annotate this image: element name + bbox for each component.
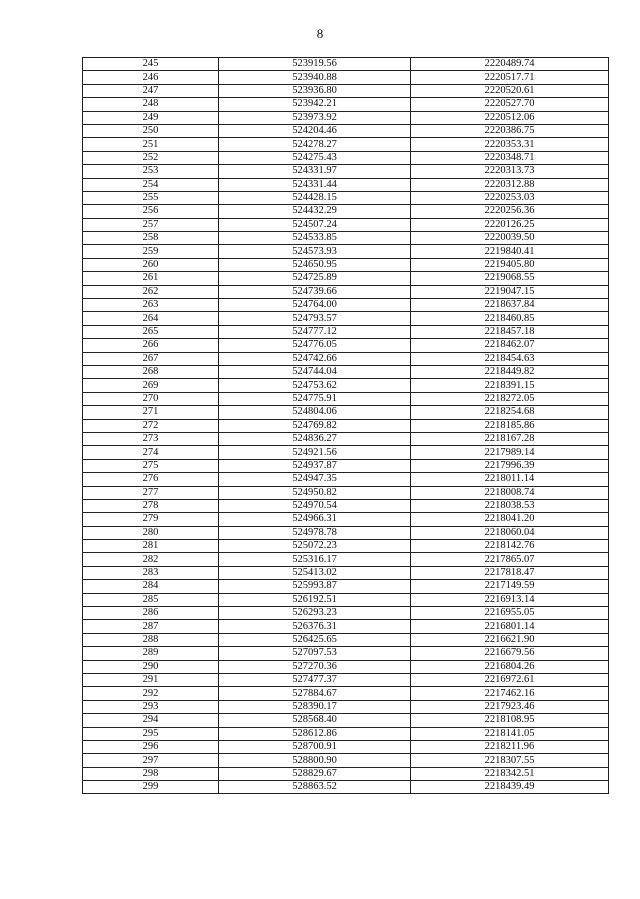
- y-coordinate-cell: 2220348.71: [411, 151, 609, 164]
- x-coordinate-cell: 526192.51: [219, 593, 411, 606]
- y-coordinate-cell: 2218211.96: [411, 740, 609, 753]
- y-coordinate-cell: 2220312.88: [411, 178, 609, 191]
- point-number-cell: 282: [83, 553, 219, 566]
- y-coordinate-cell: 2218449.82: [411, 365, 609, 378]
- table-row: [83, 138, 609, 151]
- point-number-cell: 263: [83, 299, 219, 312]
- x-coordinate-cell: 525072.23: [219, 540, 411, 553]
- point-number-cell: 297: [83, 754, 219, 767]
- x-coordinate-cell: 523973.92: [219, 111, 411, 124]
- x-coordinate-cell: 526425.65: [219, 633, 411, 646]
- coordinates-table: [82, 57, 609, 794]
- x-coordinate-cell: 524775.91: [219, 392, 411, 405]
- y-coordinate-cell: 2218342.51: [411, 767, 609, 780]
- table-row: [83, 365, 609, 378]
- y-coordinate-cell: 2216972.61: [411, 673, 609, 686]
- table-row: [83, 767, 609, 780]
- point-number-cell: 283: [83, 566, 219, 579]
- point-number-cell: 292: [83, 687, 219, 700]
- x-coordinate-cell: 527884.67: [219, 687, 411, 700]
- point-number-cell: 274: [83, 446, 219, 459]
- table-row: [83, 71, 609, 84]
- coordinates-table-body: [83, 58, 609, 794]
- x-coordinate-cell: 528800.90: [219, 754, 411, 767]
- x-coordinate-cell: 524204.46: [219, 124, 411, 137]
- y-coordinate-cell: 2217865.07: [411, 553, 609, 566]
- x-coordinate-cell: 527270.36: [219, 660, 411, 673]
- table-row: [83, 526, 609, 539]
- y-coordinate-cell: 2219405.80: [411, 258, 609, 271]
- x-coordinate-cell: 524278.27: [219, 138, 411, 151]
- x-coordinate-cell: 523919.56: [219, 58, 411, 71]
- point-number-cell: 261: [83, 272, 219, 285]
- table-row: [83, 205, 609, 218]
- x-coordinate-cell: 524978.78: [219, 526, 411, 539]
- table-row: [83, 660, 609, 673]
- table-row: [83, 299, 609, 312]
- y-coordinate-cell: 2218254.68: [411, 406, 609, 419]
- y-coordinate-cell: 2220527.70: [411, 98, 609, 111]
- point-number-cell: 287: [83, 620, 219, 633]
- table-row: [83, 553, 609, 566]
- table-row: [83, 700, 609, 713]
- point-number-cell: 246: [83, 71, 219, 84]
- table-row: [83, 178, 609, 191]
- y-coordinate-cell: 2218454.63: [411, 352, 609, 365]
- point-number-cell: 281: [83, 540, 219, 553]
- table-row: [83, 272, 609, 285]
- y-coordinate-cell: 2218167.28: [411, 432, 609, 445]
- y-coordinate-cell: 2218011.14: [411, 473, 609, 486]
- x-coordinate-cell: 524742.66: [219, 352, 411, 365]
- y-coordinate-cell: 2219068.55: [411, 272, 609, 285]
- y-coordinate-cell: 2218041.20: [411, 513, 609, 526]
- y-coordinate-cell: 2217989.14: [411, 446, 609, 459]
- x-coordinate-cell: 524533.85: [219, 232, 411, 245]
- y-coordinate-cell: 2216913.14: [411, 593, 609, 606]
- x-coordinate-cell: 528390.17: [219, 700, 411, 713]
- x-coordinate-cell: 524793.57: [219, 312, 411, 325]
- x-coordinate-cell: 523942.21: [219, 98, 411, 111]
- x-coordinate-cell: 524507.24: [219, 218, 411, 231]
- table-row: [83, 740, 609, 753]
- x-coordinate-cell: 524836.27: [219, 432, 411, 445]
- point-number-cell: 270: [83, 392, 219, 405]
- table-row: [83, 406, 609, 419]
- table-row: [83, 419, 609, 432]
- y-coordinate-cell: 2220489.74: [411, 58, 609, 71]
- page-number: 8: [316, 26, 324, 41]
- point-number-cell: 299: [83, 781, 219, 794]
- x-coordinate-cell: 524744.04: [219, 365, 411, 378]
- table-row: [83, 111, 609, 124]
- table-row: [83, 392, 609, 405]
- y-coordinate-cell: 2218185.86: [411, 419, 609, 432]
- point-number-cell: 295: [83, 727, 219, 740]
- y-coordinate-cell: 2220520.61: [411, 84, 609, 97]
- point-number-cell: 256: [83, 205, 219, 218]
- point-number-cell: 284: [83, 580, 219, 593]
- point-number-cell: 280: [83, 526, 219, 539]
- x-coordinate-cell: 528863.52: [219, 781, 411, 794]
- y-coordinate-cell: 2218637.84: [411, 299, 609, 312]
- point-number-cell: 269: [83, 379, 219, 392]
- table-row: [83, 499, 609, 512]
- x-coordinate-cell: 523940.88: [219, 71, 411, 84]
- point-number-cell: 253: [83, 165, 219, 178]
- y-coordinate-cell: 2218108.95: [411, 714, 609, 727]
- point-number-cell: 258: [83, 232, 219, 245]
- y-coordinate-cell: 2220353.31: [411, 138, 609, 151]
- point-number-cell: 262: [83, 285, 219, 298]
- table-row: [83, 325, 609, 338]
- point-number-cell: 278: [83, 499, 219, 512]
- table-row: [83, 258, 609, 271]
- x-coordinate-cell: 524776.05: [219, 339, 411, 352]
- point-number-cell: 286: [83, 607, 219, 620]
- x-coordinate-cell: 527097.53: [219, 647, 411, 660]
- point-number-cell: 249: [83, 111, 219, 124]
- x-coordinate-cell: 526376.31: [219, 620, 411, 633]
- table-row: [83, 446, 609, 459]
- y-coordinate-cell: 2218142.76: [411, 540, 609, 553]
- x-coordinate-cell: 524804.06: [219, 406, 411, 419]
- point-number-cell: 289: [83, 647, 219, 660]
- x-coordinate-cell: 524432.29: [219, 205, 411, 218]
- table-row: [83, 84, 609, 97]
- point-number-cell: 251: [83, 138, 219, 151]
- table-row: [83, 513, 609, 526]
- y-coordinate-cell: 2219840.41: [411, 245, 609, 258]
- point-number-cell: 265: [83, 325, 219, 338]
- y-coordinate-cell: 2218439.49: [411, 781, 609, 794]
- table-row: [83, 566, 609, 579]
- point-number-cell: 268: [83, 365, 219, 378]
- table-row: [83, 165, 609, 178]
- point-number-cell: 259: [83, 245, 219, 258]
- table-row: [83, 754, 609, 767]
- x-coordinate-cell: 524650.95: [219, 258, 411, 271]
- table-row: [83, 151, 609, 164]
- x-coordinate-cell: 524970.54: [219, 499, 411, 512]
- y-coordinate-cell: 2216955.05: [411, 607, 609, 620]
- y-coordinate-cell: 2220256.36: [411, 205, 609, 218]
- table-row: [83, 312, 609, 325]
- y-coordinate-cell: 2217818.47: [411, 566, 609, 579]
- y-coordinate-cell: 2220253.03: [411, 191, 609, 204]
- x-coordinate-cell: 526293.23: [219, 607, 411, 620]
- x-coordinate-cell: 524331.44: [219, 178, 411, 191]
- table-row: [83, 473, 609, 486]
- point-number-cell: 255: [83, 191, 219, 204]
- table-row: [83, 580, 609, 593]
- x-coordinate-cell: 524937.87: [219, 459, 411, 472]
- y-coordinate-cell: 2220039.50: [411, 232, 609, 245]
- table-row: [83, 432, 609, 445]
- y-coordinate-cell: 2218391.15: [411, 379, 609, 392]
- x-coordinate-cell: 528700.91: [219, 740, 411, 753]
- x-coordinate-cell: 524428.15: [219, 191, 411, 204]
- x-coordinate-cell: 525316.17: [219, 553, 411, 566]
- x-coordinate-cell: 528829.67: [219, 767, 411, 780]
- x-coordinate-cell: 528568.40: [219, 714, 411, 727]
- y-coordinate-cell: 2218141.05: [411, 727, 609, 740]
- x-coordinate-cell: 524753.62: [219, 379, 411, 392]
- x-coordinate-cell: 524331.97: [219, 165, 411, 178]
- point-number-cell: 248: [83, 98, 219, 111]
- x-coordinate-cell: 524966.31: [219, 513, 411, 526]
- table-row: [83, 593, 609, 606]
- table-row: [83, 218, 609, 231]
- y-coordinate-cell: 2216679.56: [411, 647, 609, 660]
- table-row: [83, 352, 609, 365]
- table-row: [83, 191, 609, 204]
- y-coordinate-cell: 2218462.07: [411, 339, 609, 352]
- y-coordinate-cell: 2217149.59: [411, 580, 609, 593]
- point-number-cell: 266: [83, 339, 219, 352]
- point-number-cell: 267: [83, 352, 219, 365]
- point-number-cell: 257: [83, 218, 219, 231]
- point-number-cell: 279: [83, 513, 219, 526]
- y-coordinate-cell: 2218457.18: [411, 325, 609, 338]
- x-coordinate-cell: 528612.86: [219, 727, 411, 740]
- point-number-cell: 296: [83, 740, 219, 753]
- table-row: [83, 687, 609, 700]
- y-coordinate-cell: 2218307.55: [411, 754, 609, 767]
- y-coordinate-cell: 2216801.14: [411, 620, 609, 633]
- point-number-cell: 250: [83, 124, 219, 137]
- x-coordinate-cell: 524573.93: [219, 245, 411, 258]
- x-coordinate-cell: 524275.43: [219, 151, 411, 164]
- y-coordinate-cell: 2219047.15: [411, 285, 609, 298]
- table-row: [83, 245, 609, 258]
- x-coordinate-cell: 525413.02: [219, 566, 411, 579]
- point-number-cell: 271: [83, 406, 219, 419]
- x-coordinate-cell: 524764.00: [219, 299, 411, 312]
- y-coordinate-cell: 2217462.16: [411, 687, 609, 700]
- point-number-cell: 252: [83, 151, 219, 164]
- point-number-cell: 291: [83, 673, 219, 686]
- table-row: [83, 285, 609, 298]
- table-row: [83, 647, 609, 660]
- point-number-cell: 247: [83, 84, 219, 97]
- point-number-cell: 288: [83, 633, 219, 646]
- x-coordinate-cell: 524739.66: [219, 285, 411, 298]
- y-coordinate-cell: 2218060.04: [411, 526, 609, 539]
- table-row: [83, 339, 609, 352]
- point-number-cell: 273: [83, 432, 219, 445]
- table-row: [83, 673, 609, 686]
- point-number-cell: 285: [83, 593, 219, 606]
- x-coordinate-cell: 524947.35: [219, 473, 411, 486]
- table-row: [83, 379, 609, 392]
- y-coordinate-cell: 2218460.85: [411, 312, 609, 325]
- x-coordinate-cell: 524769.82: [219, 419, 411, 432]
- y-coordinate-cell: 2220126.25: [411, 218, 609, 231]
- y-coordinate-cell: 2218008.74: [411, 486, 609, 499]
- y-coordinate-cell: 2220386.75: [411, 124, 609, 137]
- table-row: [83, 58, 609, 71]
- y-coordinate-cell: 2216621.90: [411, 633, 609, 646]
- table-row: [83, 98, 609, 111]
- table-row: [83, 540, 609, 553]
- y-coordinate-cell: 2218272.05: [411, 392, 609, 405]
- point-number-cell: 275: [83, 459, 219, 472]
- table-row: [83, 607, 609, 620]
- table-row: [83, 714, 609, 727]
- table-row: [83, 781, 609, 794]
- x-coordinate-cell: 524777.12: [219, 325, 411, 338]
- point-number-cell: 264: [83, 312, 219, 325]
- point-number-cell: 290: [83, 660, 219, 673]
- table-row: [83, 232, 609, 245]
- table-row: [83, 459, 609, 472]
- y-coordinate-cell: 2218038.53: [411, 499, 609, 512]
- point-number-cell: 294: [83, 714, 219, 727]
- table-row: [83, 633, 609, 646]
- table-row: [83, 727, 609, 740]
- y-coordinate-cell: 2220512.06: [411, 111, 609, 124]
- y-coordinate-cell: 2216804.26: [411, 660, 609, 673]
- x-coordinate-cell: 527477.37: [219, 673, 411, 686]
- point-number-cell: 293: [83, 700, 219, 713]
- y-coordinate-cell: 2217923.46: [411, 700, 609, 713]
- point-number-cell: 277: [83, 486, 219, 499]
- table-row: [83, 124, 609, 137]
- table-row: [83, 486, 609, 499]
- point-number-cell: 272: [83, 419, 219, 432]
- y-coordinate-cell: 2217996.39: [411, 459, 609, 472]
- point-number-cell: 276: [83, 473, 219, 486]
- x-coordinate-cell: 525993.87: [219, 580, 411, 593]
- x-coordinate-cell: 524921.56: [219, 446, 411, 459]
- x-coordinate-cell: 523936.80: [219, 84, 411, 97]
- table-row: [83, 620, 609, 633]
- point-number-cell: 245: [83, 58, 219, 71]
- y-coordinate-cell: 2220517.71: [411, 71, 609, 84]
- x-coordinate-cell: 524725.89: [219, 272, 411, 285]
- point-number-cell: 298: [83, 767, 219, 780]
- point-number-cell: 260: [83, 258, 219, 271]
- point-number-cell: 254: [83, 178, 219, 191]
- y-coordinate-cell: 2220313.73: [411, 165, 609, 178]
- x-coordinate-cell: 524950.82: [219, 486, 411, 499]
